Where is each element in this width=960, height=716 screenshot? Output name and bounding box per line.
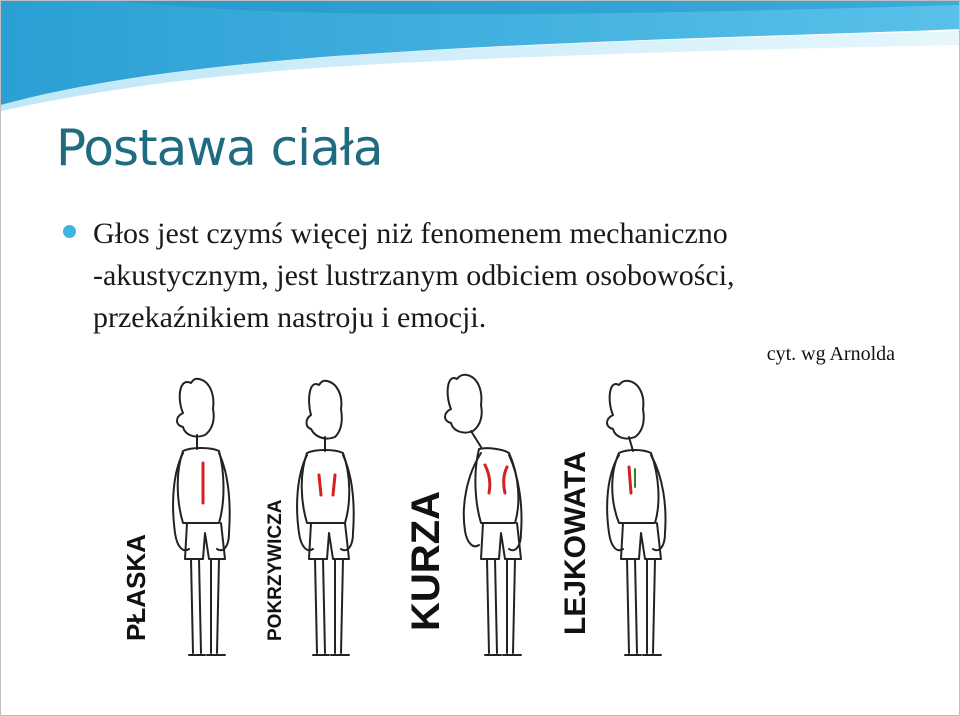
bullet-point — [63, 213, 903, 339]
figure-plaska — [173, 379, 230, 655]
slide-title: Postawa ciała — [56, 119, 383, 177]
citation: cyt. wg Arnolda — [766, 343, 895, 365]
header-wave-decoration — [1, 1, 960, 111]
figure-label-lejkowata: LEJKOWATA — [559, 451, 592, 635]
bullet-line: przekaźnikiem nastroju i emocji. — [93, 301, 487, 334]
figure-lejkowata — [607, 381, 665, 655]
figure-label-pokrzywicza: POKRZYWICZA — [265, 499, 286, 641]
bullet-line: Głos jest czymś więcej niż fenomenem mechaniczno — [93, 217, 728, 250]
figure-pokrzywicza — [297, 381, 354, 655]
figure-label-plaska: PŁASKA — [121, 534, 151, 641]
bullet-dot-icon — [63, 225, 76, 238]
bullet-line: -akustycznym, jest lustrzanym odbiciem osobowości, — [93, 259, 735, 292]
figure-kurza — [445, 375, 522, 655]
bullet-text — [93, 213, 903, 339]
figure-label-kurza: KURZA — [404, 491, 448, 631]
breathing-postures-illustration — [79, 363, 711, 669]
